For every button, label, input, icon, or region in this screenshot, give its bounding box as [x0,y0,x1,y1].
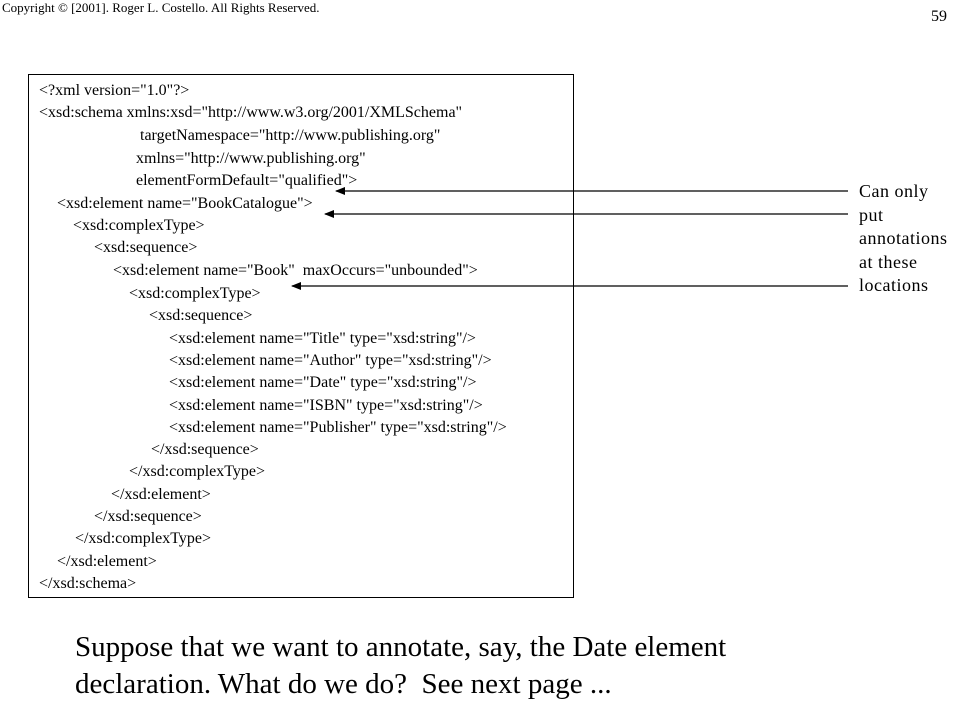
annotation-note-line: Can only [859,181,929,201]
caption-line: declaration. What do we do? See next page ... [75,668,612,700]
annotation-note-line: put [859,204,884,225]
code-line: </xsd:complexType> [75,530,212,547]
copyright-notice: Copyright © [2001]. Roger L. Costello. All Rights Reserved. [2,0,320,15]
annotation-note-line: locations [859,275,929,295]
code-line: <xsd:schema xmlns:xsd="http://www.w3.org/2001/XMLSchema" [39,104,463,121]
code-line: <xsd:complexType> [73,217,205,234]
code-line: </xsd:sequence> [94,508,202,525]
code-line: <xsd:element name="Author" type="xsd:string"/> [169,352,492,369]
caption [75,629,935,703]
code-line: </xsd:element> [57,553,157,570]
code-line: <xsd:complexType> [129,285,261,302]
code-line: elementFormDefault="qualified"> [136,172,358,189]
code-line: </xsd:sequence> [151,441,259,458]
code-line: targetNamespace="http://www.publishing.org" [140,127,441,144]
code-line: <xsd:element name="Date" type="xsd:string"/> [169,374,477,391]
code-line: <xsd:element name="BookCatalogue"> [57,195,313,212]
code-line: xmlns="http://www.publishing.org" [136,150,366,167]
caption-line: Suppose that we want to annotate, say, the Date element [75,631,727,663]
code-line: <?xml version="1.0"?> [39,82,190,99]
code-line: <xsd:element name="Publisher" type="xsd:string"/> [169,419,507,436]
code-line: <xsd:element name="Book" maxOccurs="unbounded"> [113,262,478,279]
code-line: </xsd:element> [111,486,211,503]
code-line: <xsd:sequence> [94,239,198,256]
code-line: <xsd:element name="Title" type="xsd:string"/> [169,330,476,347]
code-box [28,74,574,598]
code-line: </xsd:complexType> [129,463,266,480]
code-line: <xsd:sequence> [149,307,253,324]
page-number: 59 [931,8,947,25]
annotation-note-line: annotations [859,228,948,248]
code-line: </xsd:schema> [39,575,137,592]
annotation-note-line: at these [859,251,918,272]
annotation-note [859,180,959,298]
code-line: <xsd:element name="ISBN" type="xsd:string"/> [169,397,483,414]
